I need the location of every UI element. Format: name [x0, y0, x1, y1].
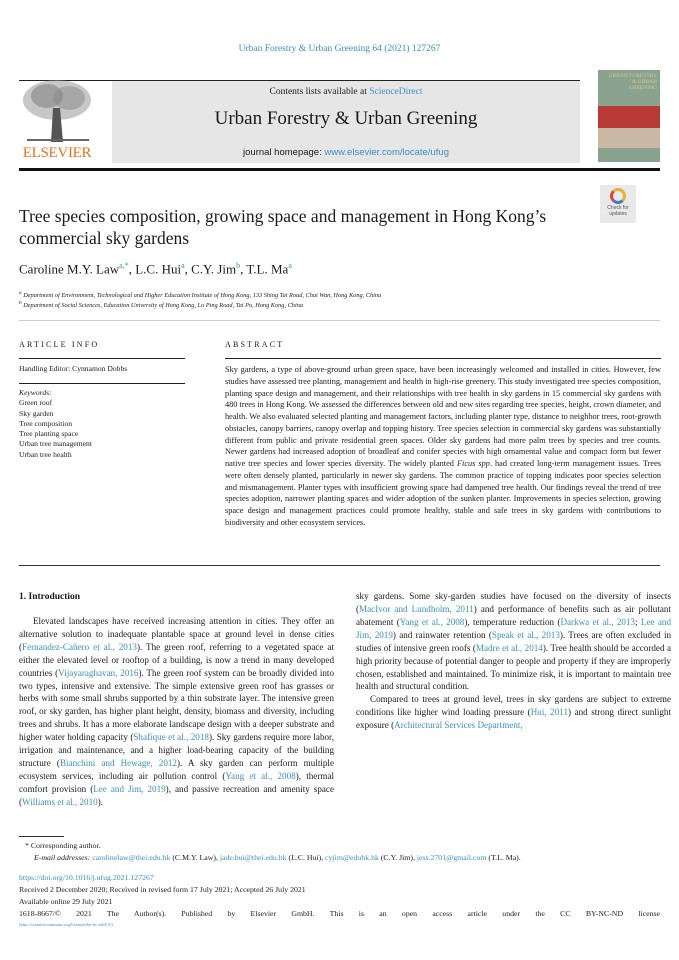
text-run: Elevated landscapes have received increasing attention in cities. They offer an alternative solution to inadequate plantable space at ground level in dense cities (: [19, 616, 334, 652]
abstract-heading: ABSTRACT: [225, 340, 285, 349]
text-run: ) and rainwater retention (: [392, 629, 492, 640]
tree-icon: [19, 78, 95, 144]
section-heading: 1. Introduction: [19, 592, 81, 602]
homepage-link[interactable]: www.elsevier.com/locate/ufug: [324, 147, 449, 158]
available-online: Available online 29 July 2021: [19, 897, 113, 906]
keywords: [19, 388, 92, 460]
affil-text: Department of Environment, Technological and Higher Education Institute of Hong Kong, 133 Shing Tai Road, Chai Wan, Hong Kong, China: [23, 292, 382, 300]
text-run: ) and performance of benefits such as air pollutant abatement (: [356, 604, 671, 627]
divider: [19, 358, 185, 359]
citation-link[interactable]: Fernandez-Cañero et al., 2013: [22, 641, 137, 652]
paragraph: [19, 615, 334, 809]
author[interactable]: , T.L. Ma: [240, 261, 289, 277]
sciencedirect-link[interactable]: ScienceDirect: [369, 87, 423, 97]
citation-link[interactable]: Lee and Jim, 2019: [356, 616, 671, 640]
citation-link[interactable]: Yang et al., 2008: [399, 616, 465, 627]
crossmark-label: Check for updates: [607, 205, 629, 217]
body-column-left: [19, 615, 334, 833]
author-affil[interactable]: b: [236, 261, 241, 270]
keyword: Urban tree health: [19, 449, 72, 459]
text-run: Compared to trees at ground level, trees in sky gardens are subject to extreme conditions like higher wind loading pressure (: [356, 694, 671, 718]
corresponding-author-note: * Corresponding author.: [25, 841, 101, 850]
divider: [19, 565, 660, 566]
journal-banner: [112, 81, 580, 163]
affiliation: [19, 290, 381, 299]
copyright: 1618-8667/© 2021 The Author(s). Published by Elsevier GmbH. This is an open access article under the CC BY-NC-ND license: [19, 909, 660, 918]
author[interactable]: , C.Y. Jim: [184, 261, 237, 277]
email-owner: (T.L. Ma).: [486, 853, 521, 862]
keyword: Tree composition: [19, 418, 73, 428]
email-label: E-mail addresses:: [34, 853, 93, 862]
text-run: ). The green roof, referring to a vegetated space at either the elevated level or rooftop of a building, is now a trend in many developed countries (: [19, 641, 334, 678]
divider: [19, 320, 660, 321]
divider: [225, 358, 661, 359]
citation-link[interactable]: Williams et al., 2010: [22, 796, 98, 807]
text-run: ). Sky gardens require more labor, irrigation and maintenance, and a higher load-bearing capacity of the building structure (: [19, 732, 334, 768]
email-link[interactable]: carolinelaw@thei.edu.hk: [92, 853, 171, 862]
homepage-label: journal homepage:: [243, 147, 325, 158]
divider: [19, 168, 660, 171]
affil-marker: a: [19, 290, 22, 296]
crossmark-icon: [610, 188, 626, 204]
handling-editor: Handling Editor: Cynnamon Dobbs: [19, 364, 128, 373]
license-link[interactable]: (http://creativecommons.org/licenses/by-nc-nd/4.0/).: [19, 922, 114, 927]
footnote-divider: [19, 836, 64, 837]
email-link[interactable]: cyjim@eduhk.hk: [325, 853, 379, 862]
text-run: ). Tree health should be accorded a high priority because of potential danger to people and property if they are improperly chosen, established and maintained. To minimize risk, it is important to maintain tree health and structural condition.: [356, 642, 671, 692]
text-run: sky gardens. Some sky-garden studies have focused on the diversity of insects (: [356, 591, 671, 615]
citation-link[interactable]: Bianchini and Hewage, 2012: [59, 757, 177, 768]
journal-reference[interactable]: Urban Forestry & Urban Greening 64 (2021) 127267: [238, 44, 441, 54]
citation-link[interactable]: Darkwa et al., 2013: [560, 616, 636, 627]
citation-link[interactable]: Vijayaraghavan, 2016: [58, 667, 139, 678]
citation-link[interactable]: Hui, 2011: [530, 707, 568, 718]
cover-title: URBAN FORESTRY & URBAN GREENING: [608, 73, 657, 91]
keywords-label: Keywords:: [19, 388, 52, 397]
text-run: ), temperature reduction (: [464, 616, 561, 627]
text-run: ;: [635, 616, 641, 627]
text-run: ). Trees are often excluded in studies of intensive green roofs (: [356, 629, 671, 653]
citation-link[interactable]: Speak et al., 2013: [491, 629, 560, 640]
received-dates: Received 2 December 2020; Received in revised form 17 July 2021; Accepted 26 July 2021: [19, 885, 306, 894]
paragraph: [356, 590, 671, 693]
journal-cover[interactable]: [598, 70, 660, 162]
email-owner: (C.Y. Jim),: [378, 853, 417, 862]
email-owner: (L.C. Hui),: [286, 853, 326, 862]
text-run: ).: [97, 796, 103, 807]
citation-link[interactable]: Architectural Services Department,: [394, 720, 523, 731]
article-title: Tree species composition, growing space and management in Hong Kong’s commercial sky gardens: [19, 206, 547, 248]
cover-band: [598, 106, 660, 128]
article-info-heading: ARTICLE INFO: [19, 340, 100, 349]
doi-link[interactable]: https://doi.org/10.1016/j.ufug.2021.127267: [19, 873, 154, 882]
affil-marker: b: [19, 300, 22, 306]
author[interactable]: , L.C. Hui: [128, 261, 182, 277]
elsevier-wordmark: ELSEVIER: [22, 145, 92, 161]
author-affil[interactable]: a: [181, 261, 185, 270]
citation-link[interactable]: Shafique et al., 2018: [133, 732, 209, 743]
affiliation: [19, 300, 303, 309]
contents-label: Contents lists available at: [269, 87, 370, 97]
text-run: . had created long-term management issues. Trees were often densely planted, particularly in newer sky gardens. The common practice of topping indicates poor species selection and mismanagement. Planter types with insufficient growing space had dampened tree health. Our findings reveal the trend of tree species adoption, narrower planting spaces and wider adoption of the sunken planter. Improvements in species selection, growing space design and management practices could promote healthy, stable and safe trees in sky gardens with contributions to biodiversity and other ecosystem services.: [225, 459, 661, 527]
cover-band: [598, 128, 660, 148]
paragraph: [356, 693, 671, 732]
keyword: Tree planting space: [19, 429, 79, 439]
email-link[interactable]: jade.hui@thei.edu.hk: [219, 853, 287, 862]
author[interactable]: Caroline M.Y. Law: [19, 261, 120, 277]
affil-text: Department of Social Sciences, Education University of Hong Kong, Lo Ping Road, Tai Po, Hong Kong, China: [23, 302, 303, 310]
email-link[interactable]: jess.2701@gmail.com: [416, 853, 487, 862]
elsevier-logo[interactable]: [19, 78, 95, 162]
abstract-text: [225, 364, 661, 529]
keyword: Green roof: [19, 398, 53, 408]
keyword: Sky garden: [19, 408, 54, 418]
text-run: ), thermal comfort provision (: [19, 770, 334, 794]
divider: [19, 383, 185, 384]
text-run: Ficus spp: [456, 459, 490, 468]
author-affil[interactable]: a: [288, 261, 292, 270]
citation-link[interactable]: Yang et al., 2008: [225, 770, 296, 781]
body-column-right: [356, 590, 671, 820]
check-for-updates-button[interactable]: [600, 185, 636, 223]
text-run: Sky gardens, a type of above-ground urban green space, have been increasingly welcomed and installed in cities. However, few studies have assessed tree planting, management and health in high-rise greenery. This study investigated tree species composition, planting space design and management, and their relationships with tree health in sky gardens in 15 commercial sky gardens with 480 trees in Hong Kong. We assessed the differences between old and new sites regarding tree species, height, crown diameter, and health. We also evaluated selected planting and management factors, including planter type, distance to neighbor trees, root-growth obstacles, canopy barriers, canopy overlap and topping history. Tree species selection in commercial sky gardens was substantially different from public and private residential green spaces. Older sky gardens had more palm trees by species and tree counts. Newer gardens had increased adoption of broadleaf and conifer species with high ornamental value and compact form but fewer native tree species and lower species diversity. The widely planted: [225, 365, 661, 468]
citation-link[interactable]: Lee and Jim, 2019: [93, 783, 166, 794]
author-list: [19, 261, 292, 277]
citation-link[interactable]: MacIvor and Lundholm, 2011: [359, 604, 474, 615]
text-run: ). A sky garden can perform multiple ecosystem services, including air pollution control (: [19, 757, 334, 781]
email-owner: (C.M.Y. Law),: [170, 853, 220, 862]
keyword: Urban tree management: [19, 439, 92, 449]
journal-title: Urban Forestry & Urban Greening: [214, 108, 478, 129]
citation-link[interactable]: Madre et al., 2014: [475, 642, 543, 653]
email-addresses: [34, 853, 521, 862]
text-run: ). The green roof system can be broadly divided into two types, intensive and extensive. The simple extensive green roof has grasses or herbs with some small shrubs supported by a thin substrate layer. The intensive green roof, or sky garden, has higher plant height, density, biomass and diversity, including trees and shrubs. It has a more elaborate landscape design with a deeper substrate and higher water holding capacity (: [19, 667, 334, 743]
author-affil[interactable]: a,*: [119, 261, 129, 270]
text-run: ), and passive recreation and amenity space (: [19, 783, 334, 807]
text-run: ) and strong direct sunlight exposure (: [356, 707, 671, 731]
